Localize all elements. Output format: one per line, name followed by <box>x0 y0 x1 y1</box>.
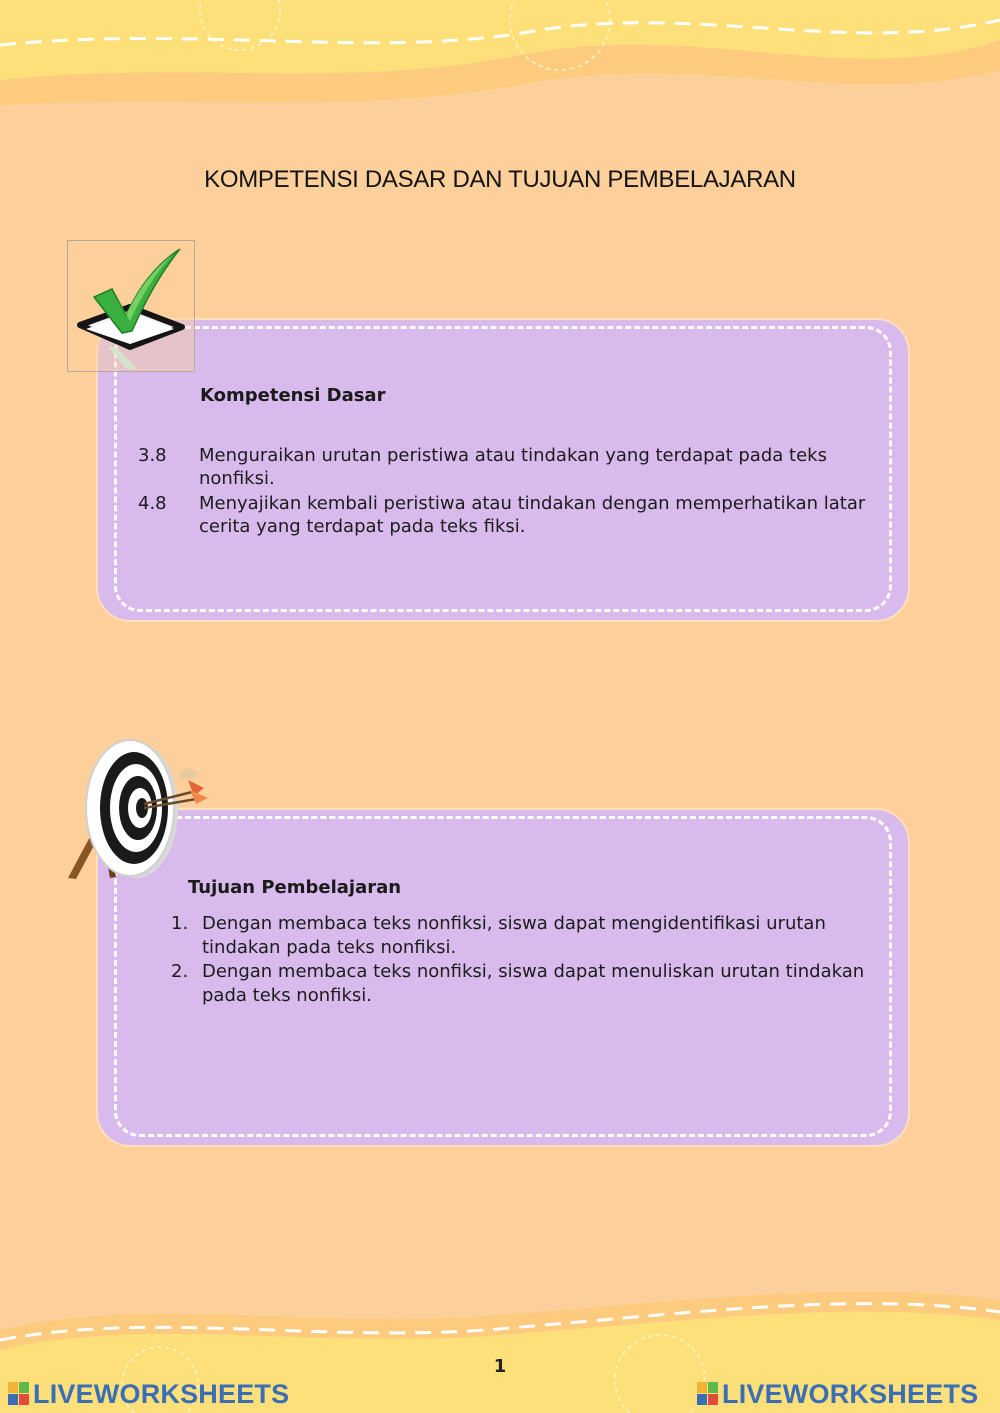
tujuan-item-text: Dengan membaca teks nonfiksi, siswa dapat menuliskan urutan tindakan pada teks nonfiksi. <box>202 961 865 1006</box>
kompetensi-item-text: Menguraikan urutan peristiwa atau tindakan yang terdapat pada teks nonfiksi. <box>199 445 827 489</box>
liveworksheets-logo-left <box>8 1379 289 1409</box>
tujuan-pembelajaran-heading: Tujuan Pembelajaran <box>188 877 402 898</box>
kompetensi-item-text: Menyajikan kembali peristiwa atau tindakan dengan memperhatikan latar cerita yang terdapat pada teks fiksi. <box>199 493 866 537</box>
tujuan-item-number: 1. <box>171 913 189 934</box>
liveworksheets-logo-right <box>697 1379 978 1409</box>
tujuan-item-number: 2. <box>171 961 189 982</box>
page-title: KOMPETENSI DASAR DAN TUJUAN PEMBELAJARAN <box>204 166 796 193</box>
kompetensi-dasar-heading: Kompetensi Dasar <box>200 385 386 406</box>
liveworksheets-mark-icon <box>697 1382 719 1406</box>
brand-text: LIVEWORKSHEETS <box>33 1378 290 1409</box>
tujuan-item-text: Dengan membaca teks nonfiksi, siswa dapat mengidentifikasi urutan tindakan pada teks nonfiksi. <box>202 913 826 958</box>
archery-target-icon <box>62 738 212 883</box>
tujuan-pembelajaran-panel <box>98 810 908 1145</box>
kompetensi-item-number: 3.8 <box>138 445 167 466</box>
kompetensi-item-number: 4.8 <box>138 493 167 514</box>
checkbox-checkmark-icon <box>67 240 195 372</box>
page-number: 1 <box>493 1356 507 1377</box>
brand-text: LIVEWORKSHEETS <box>722 1378 979 1409</box>
kompetensi-dasar-panel <box>98 320 908 620</box>
top-wave-decoration <box>0 0 1000 120</box>
liveworksheets-mark-icon <box>8 1382 30 1406</box>
